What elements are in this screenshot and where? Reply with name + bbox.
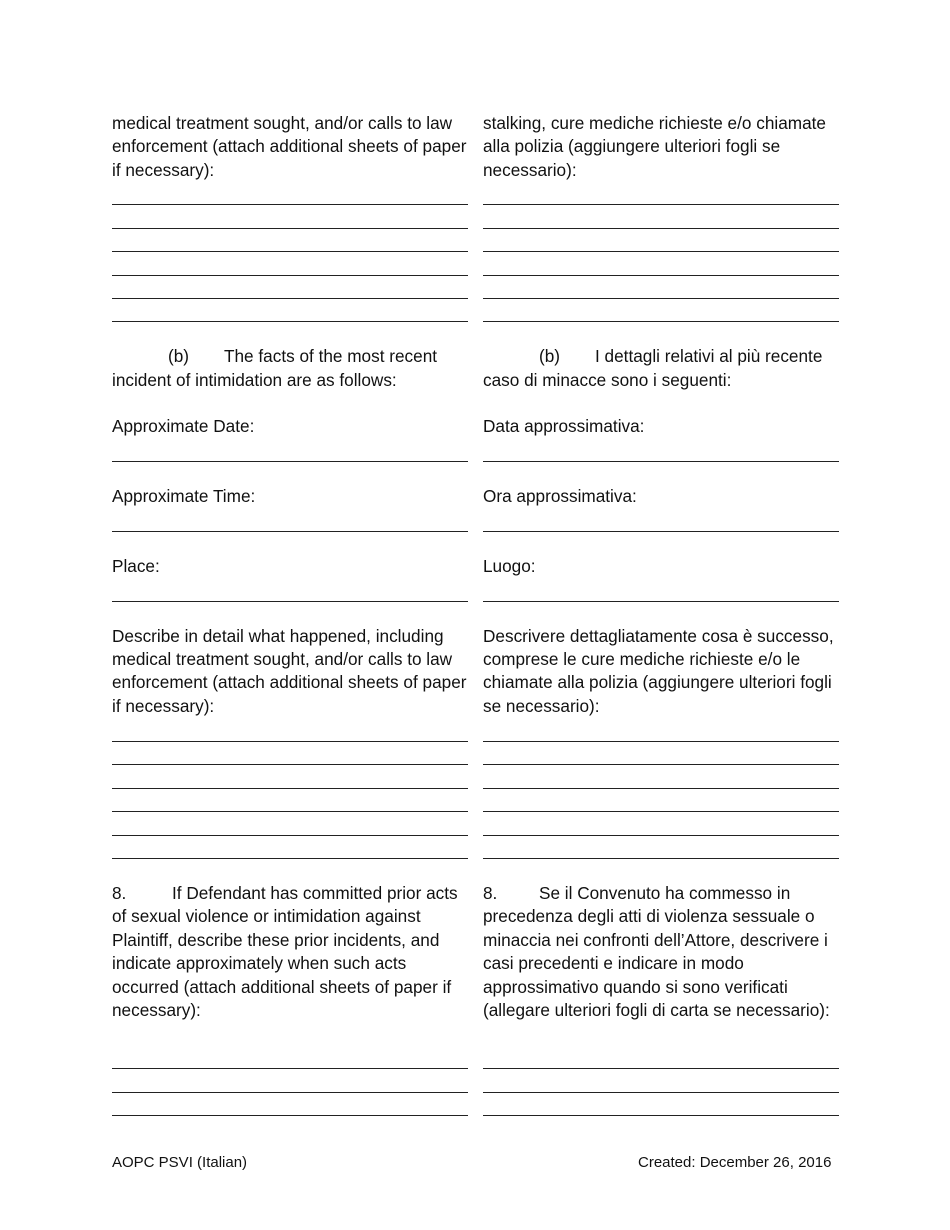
- italian-approx-time-label: Ora approssimativa:: [483, 485, 637, 506]
- english-place-label: Place:: [112, 555, 160, 576]
- footer-form-id: AOPC PSVI (Italian): [112, 1154, 248, 1171]
- italian-approx-time-field[interactable]: [483, 508, 839, 531]
- english-place-field[interactable]: [112, 578, 468, 601]
- italian-b-marker: (b): [539, 346, 561, 367]
- english-intro-blank-lines[interactable]: [112, 182, 468, 322]
- english-approx-time-label: Approximate Time:: [112, 485, 256, 506]
- italian-place-label: Luogo:: [483, 555, 536, 576]
- english-b-text: The facts of the most recent incident of intimidation are as follows:: [112, 346, 442, 390]
- english-item8-number: 8.: [112, 882, 127, 903]
- italian-section-b: [483, 345, 839, 392]
- italian-column: [483, 112, 839, 1116]
- italian-item-8: [483, 882, 839, 1046]
- english-b-marker: (b): [168, 346, 190, 367]
- italian-describe-blank-lines[interactable]: [483, 719, 839, 859]
- italian-intro-blank-lines[interactable]: [483, 182, 839, 322]
- italian-approx-date-label: Data approssimativa:: [483, 416, 645, 437]
- italian-approx-date-field[interactable]: [483, 439, 839, 462]
- italian-item8-blank-lines[interactable]: [483, 1046, 839, 1116]
- english-item-8: [112, 882, 468, 1046]
- english-approx-date-label: Approximate Date:: [112, 416, 255, 437]
- italian-intro-text: stalking, cure mediche richieste e/o chiamate alla polizia (aggiungere ulteriori fogli se necessario):: [483, 113, 831, 180]
- italian-place-field[interactable]: [483, 578, 839, 601]
- english-item8-text: If Defendant has committed prior acts of sexual violence or intimidation against Plaintiff, describe these prior incidents, and indicate approximately when such acts occurred (attach additional sheets of paper if necessary):: [112, 882, 463, 1020]
- italian-b-text: I dettagli relativi al più recente caso di minacce sono i seguenti:: [483, 346, 828, 390]
- italian-describe-text: Descrivere dettagliatamente cosa è successo, comprese le cure mediche richieste e/o le chiamate alla polizia (aggiungere ulteriori fogli se necessario):: [483, 625, 839, 716]
- english-intro-text: medical treatment sought, and/or calls to law enforcement (attach additional sheets of paper if necessary):: [112, 113, 472, 180]
- footer-created-date: Created: December 26, 2016: [638, 1154, 832, 1171]
- italian-item8-text: Se il Convenuto ha commesso in precedenza degli atti di violenza sessuale o minaccia nei confronti dell’Attore, descrivere i casi precedenti e indicare in modo approssimativo quando si sono verificati (allegare ulteriori fogli di carta se necessario):: [483, 882, 833, 1020]
- italian-item8-number: 8.: [483, 882, 498, 903]
- english-approx-date-field[interactable]: [112, 439, 468, 462]
- english-section-b: [112, 345, 468, 392]
- english-column: [112, 112, 472, 1116]
- english-describe-text: Describe in detail what happened, including medical treatment sought, and/or calls to law enforcement (attach additional sheets of paper if necessary):: [112, 625, 472, 716]
- english-approx-time-field[interactable]: [112, 508, 468, 531]
- english-item8-blank-lines[interactable]: [112, 1046, 468, 1116]
- english-describe-blank-lines[interactable]: [112, 719, 468, 859]
